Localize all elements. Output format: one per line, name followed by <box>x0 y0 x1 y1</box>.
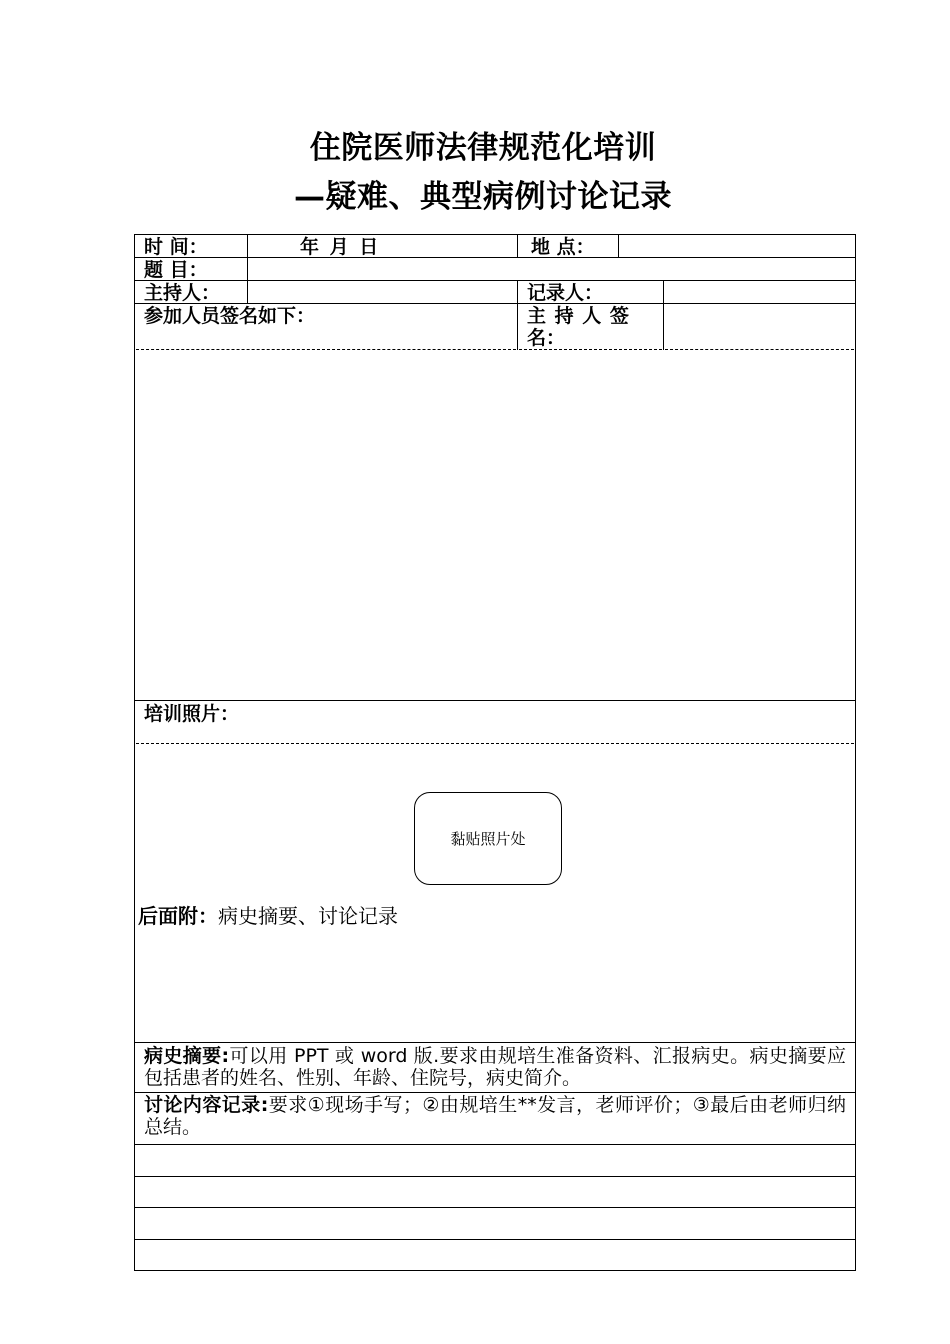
row-divider <box>134 1092 856 1093</box>
photo-placeholder-text: 黏贴照片处 <box>450 830 526 848</box>
host-field[interactable] <box>249 282 515 302</box>
row-divider <box>134 1042 856 1043</box>
col-divider <box>618 234 619 257</box>
writing-line <box>134 1176 856 1177</box>
host-label: 主持人： <box>144 282 221 304</box>
topic-field[interactable] <box>249 259 854 279</box>
topic-label: 题 目： <box>144 259 208 281</box>
recorder-field[interactable] <box>665 282 854 302</box>
host-sign-label-2: 名： <box>527 327 566 349</box>
photo-label: 培训照片： <box>144 703 240 725</box>
dashed-divider <box>519 349 662 350</box>
date-label: 年 月 日 <box>300 236 379 258</box>
dashed-divider <box>136 743 854 744</box>
row-divider <box>134 257 856 258</box>
writing-line <box>134 1144 856 1145</box>
attachment-note <box>138 905 398 927</box>
history-summary-text: 可以用 PPT 或 word 版.要求由规培生准备资料、汇报病史。病史摘要应包括患者的姓名、性别、年龄、住院号，病史简介。 <box>144 1045 846 1089</box>
photo-placeholder[interactable] <box>414 792 562 885</box>
attachment-text: 病史摘要、讨论记录 <box>218 904 398 928</box>
discussion-label: 讨论内容记录: <box>144 1094 269 1116</box>
writing-line <box>134 1239 856 1240</box>
col-divider <box>517 234 518 257</box>
dashed-divider <box>665 349 854 350</box>
signature-area[interactable] <box>136 351 854 699</box>
place-label: 地 点： <box>531 236 595 258</box>
recorder-label: 记录人： <box>527 282 604 304</box>
participants-label: 参加人员签名如下： <box>144 305 316 327</box>
place-field[interactable] <box>620 236 854 256</box>
time-label: 时 间： <box>144 236 208 258</box>
col-divider <box>663 280 664 350</box>
history-summary <box>144 1045 846 1089</box>
title-line-1: 住院医师法律规范化培训 <box>309 130 657 166</box>
row-divider <box>134 303 856 304</box>
host-sign-label: 主 持 人 签 <box>527 305 630 327</box>
row-divider <box>134 280 856 281</box>
writing-line <box>134 1207 856 1208</box>
attachment-label: 后面附： <box>138 904 218 928</box>
dashed-divider <box>136 349 516 350</box>
col-divider <box>517 280 518 350</box>
col-divider <box>247 234 248 303</box>
discussion-record <box>144 1094 846 1138</box>
title-line-2: —疑难、典型病例讨论记录 <box>294 179 672 215</box>
history-summary-label: 病史摘要: <box>144 1045 230 1067</box>
discussion-text: 要求①现场手写；②由规培生**发言，老师评价；③最后由老师归纳总结。 <box>144 1094 846 1138</box>
row-divider <box>134 700 856 701</box>
